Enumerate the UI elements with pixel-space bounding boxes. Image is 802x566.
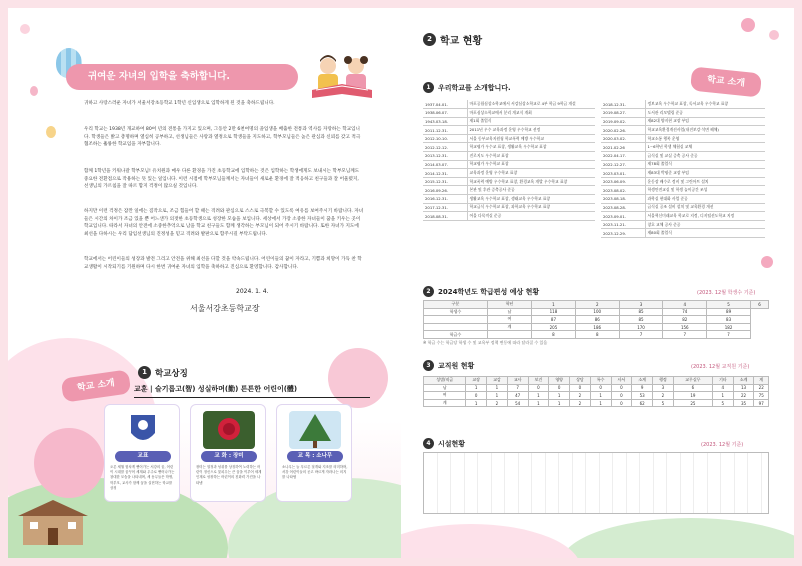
history-row [601,186,765,195]
paragraph-5: 학교에서는 어린이들의 성장과 발전 그리고 안전을 위해 최선을 다할 것을 약속드립니다. 어린이들의 꿈이 자라고, 기쁨과 희망이 가득 찬 학교생활이 시작되기를 기원하며 다시 한번 귀여운 자녀의 입학을 축하하고 진심으로 환영합니다. 감사합니다. [84,257,362,270]
staff-cell: 0 [570,384,591,392]
class-cell: 7 [619,331,663,339]
history-row [423,195,595,204]
history-date: 2023.08.18. [601,195,645,204]
history-event: 학교급식 우수학교 표창, 과학교육 우수학교 표창 [467,203,595,212]
class-cell: 205 [532,323,576,331]
intro-tag: 학교 소개 [61,369,132,402]
history-event: 제78회 졸업식 [645,160,765,169]
history-event: 운동장 배수로 정비 및 그린아트 설치 [645,177,765,186]
staff-header-cell: 보건 [528,377,549,385]
history-event: 마포공립심상소학교에서 서강심상소학교로 4부 학급 9학급 개설 [467,100,595,109]
class-cell: 8 [575,331,619,339]
history-date: 2016.12.31. [423,195,467,204]
class-title: 2 2024학년도 학급편성 예상 현황 [423,286,539,297]
history-table-left [423,100,595,221]
balloon-small-icon [46,126,56,138]
staff-cell: 62 [632,399,653,407]
class-cell: 186 [575,323,619,331]
class-cell: 7 [707,331,751,339]
school-motto: 교훈 | 슬기롭고(智) 성실하며(勤) 튼튼한 어린이(體) [134,384,370,398]
history-table-right [601,100,765,238]
history-row [423,203,595,212]
history-date: 1943.03.18. [423,117,467,126]
staff-cell: 53 [632,392,653,400]
history-row [423,177,595,186]
history-event: 서울혁신미래교육 학교로 지정, 디지털선도학교 지정 [645,212,765,221]
history-date: 2015.12.31. [423,177,467,186]
rose-image [203,411,255,449]
history-date: 2023.12.29. [601,229,645,238]
class-header-cell: 1 [532,301,576,309]
history-event: 급식실 공조 설비 설치 및 교육환경 개선 [645,203,765,212]
staff-cell: 3 [653,384,674,392]
card-label: 교 화 : 장미 [201,451,257,462]
history-event: 진로지도 우수학교 표창 [467,152,595,161]
history-event: 생활교육 우수학교 표창, 생태교육 우수학교 표창 [467,195,595,204]
history-event: 제82대 양지현 교장 부임 [645,117,765,126]
staff-header-cell: 상담 [570,377,591,385]
staff-header-cell: 교장 [466,377,487,385]
history-date: 2019.08.27. [601,109,645,118]
staff-cell: 2 [653,392,674,400]
history-event: 제83대 박평준 교장 부임 [645,169,765,178]
paragraph-4: 하지만 이런 걱정은 잠깐 일에는 짐작으로, 조금 힘들어 할 때는 격려와 관심으로 스스로 극복할 수 있도록 여유를 보여주시기 바랍니다. 자녀들은 시간의 차이가 조금 있을 뿐 어느샌가 의젓한 초등학생으로 성장한 모습을 보입니다. 세상에서 가장 소중한 자녀들이 꿈을 키우는 곳이 학교입니다. 따라서 자녀의 안전에 소중한추억으로 남을 학교 친구들도 함께 생각하는 부모님이 되어 주시기 바랍니다. 또한 자녀가 지도에 최선을 다하시는 우리 담임선생님의 진정성을 믿고 격려와 발판으로 함주시길 부탁드립니다. [84,209,364,237]
class-header-row [424,301,769,309]
history-row [423,126,595,135]
history-event: 창호 교체 공사 준공 [645,220,765,229]
staff-cell: 계 [424,399,466,407]
emblem-image [117,411,169,449]
staff-cell: 6 [673,384,712,392]
history-row [423,134,595,143]
history-row [423,117,595,126]
history-date: 2018.08.31. [423,212,467,221]
staff-cell: 1 [549,399,570,407]
class-cell: 85 [619,308,663,316]
staff-cell: 54 [507,399,528,407]
flower-icon [761,256,773,268]
history-event: 마포심상소학교에서 분리 개교식 개최 [467,109,595,118]
flower-icon [20,24,30,34]
letter-date: 2024. 1. 4. [236,288,269,295]
history-row [423,109,595,118]
class-header-cell: 6 [750,301,768,309]
reading-children-icon [308,52,378,102]
history-event: 서울 동부교육지원청 학교폭력 예방 우수학교 [467,134,595,143]
staff-header-row [424,377,769,385]
staff-cell: 1 [549,392,570,400]
history-date: 2018.12.31. [601,100,645,109]
card-desc: 오른 세월 힘차게 뻗어가는 서강의 꿈, 어린이 시대를 꿈꾸어 세계와 우주로 뻗어나가는 창대한 모습을 나타내며, 세 동무들은 학생, 학부모, 교사가 함께 꿈을 실현하는 학교를 상징 [110,465,175,490]
history-event: 학교소통 행복 운영 [645,134,765,143]
staff-cell: 75 [754,392,769,400]
history-date: 2023.03.01. [601,169,645,178]
class-cell: 82 [663,316,707,324]
class-cell: 118 [532,308,576,316]
staff-cell: 1 [712,392,733,400]
history-date: 1937.04.01. [423,100,467,109]
history-row [601,100,765,109]
staff-cell: 0 [611,384,632,392]
staff-cell: 22 [754,384,769,392]
class-cell: 8 [532,331,576,339]
welcome-banner: 귀여운 자녀의 입학을 축하합니다. [66,64,298,90]
class-cell: 100 [575,308,619,316]
class-row [424,323,769,331]
pink-cloud-decoration [401,524,581,558]
staff-cell: 1 [590,399,611,407]
history-date: 2023.06.09. [601,177,645,186]
left-page [8,8,401,558]
history-row [601,212,765,221]
facility-note: (2023. 12월 기준) [701,442,744,448]
history-date: 2016.09.26. [423,186,467,195]
class-cell: 156 [663,323,707,331]
history-row [423,186,595,195]
card-desc: 소나무는 늘 푸르른 절개와 지조를 의미하며, 서강 어린이들의 곧고 바르게 자라나는 의지를 나타냄 [282,465,348,480]
right-page [401,8,794,558]
staff-cell: 19 [673,392,712,400]
facility-table [423,452,769,514]
staff-header-cell: 소계 [632,377,653,385]
history-date: 2023.09.01. [601,212,645,221]
intro-tag: 학교 소개 [690,66,762,97]
history-event: 급식실 및 교실 증축 공사 준공 [645,152,765,161]
pine-image [289,411,341,449]
class-note: (2023. 12월 학생수 기준) [697,290,756,296]
class-cell: 학생수 [424,308,488,316]
staff-header-cell: 행정 [653,377,674,385]
class-cell: 89 [707,308,751,316]
card-emblem [104,404,180,502]
history-date: 2012.10.10. [423,134,467,143]
history-row [423,169,595,178]
staff-cell: 0 [590,384,611,392]
staff-cell: 4 [712,384,733,392]
history-row [601,117,765,126]
history-date: 2019.09.02. [601,117,645,126]
staff-cell: 0 [549,384,570,392]
staff-header-cell: 사서 [611,377,632,385]
green-hill-decoration [561,518,794,558]
history-date: 2017.12.31. [423,203,467,212]
pine-tree-icon [289,411,341,449]
history-date: 2020.03.02. [601,134,645,143]
history-date: 2011.12.31. [423,126,467,135]
class-cell [424,316,488,324]
history-event: 교육과정 운영 우수학교 표창 [467,169,595,178]
history-date: 2014.12.31. [423,169,467,178]
staff-cell: 2 [570,399,591,407]
history-row [601,160,765,169]
staff-cell: 남 [424,384,466,392]
flower-icon [769,30,779,40]
cherry-tree-decoration [328,348,388,408]
class-cell: 170 [619,323,663,331]
history-event: 학교평가 우수학교 표창 [467,160,595,169]
section-number-icon: 4 [423,438,434,449]
section-number-icon: 3 [423,360,434,371]
history-row [601,152,765,161]
class-header-cell: 5 [707,301,751,309]
history-event: 1~6학년 학생 체험실 교체 [645,143,765,152]
history-title: 1 우리학교를 소개합니다. [423,82,511,93]
card-label: 교 목 : 소나무 [287,451,343,462]
staff-table [423,376,769,407]
class-header-cell: 구분 [424,301,488,309]
history-date: 1938.06.07. [423,109,467,118]
staff-cell: 1 [528,392,549,400]
history-event: 도서관 리모델링 준공 [645,109,765,118]
history-date: 2023.11.21. [601,220,645,229]
card-rose [190,404,266,502]
history-event: 학교교육환경개선사업(내진보강·석면 해체) [645,126,765,135]
facility-title: 4 시설현황 [423,438,465,449]
history-date: 2022.12.27. [601,160,645,169]
staff-row [424,399,769,407]
class-cell: 87 [532,316,576,324]
history-event: 제1회 졸업식 [467,117,595,126]
section-number-icon: 2 [423,286,434,297]
cherry-tree-decoration [34,428,104,498]
class-row [424,316,769,324]
flower-icon [741,18,755,32]
paragraph-3: 함께 1학년을 키워나갈 학부모님! 유치원과 매우 다른 환경을 가진 초등학교에 입학하는 것은 입학하는 학생에게도 보내시는 학부모님께도 중요한 전환점으로 작용하는 뜻 있는 일입니다. 이런 시점에 학부모님들께서는 자녀들이 새로운 환경에 잘 적응하고 친구들과 잘 어울렸지, 선생님의 가르침을 잘 따르 함지 걱정이 많으실 것입니다. [84,169,360,190]
class-cell: 여 [487,316,531,324]
staff-header-cell: 특수 [590,377,611,385]
history-event: 제80회 졸업식 [645,229,765,238]
class-cell: 남 [487,308,531,316]
history-event: 과학실 현대화 사업 준공 [645,195,765,204]
section-number-icon: 2 [423,33,436,46]
class-table [423,300,769,339]
class-cell: 182 [707,323,751,331]
staff-cell: 22 [733,392,754,400]
card-label: 교표 [115,451,171,462]
staff-row [424,384,769,392]
history-row [601,143,765,152]
class-cell: 74 [663,308,707,316]
balloon-small-icon [30,86,38,96]
history-row [601,126,765,135]
staff-cell: 47 [507,392,528,400]
section-number-icon: 1 [423,82,434,93]
school-symbol-title: 1 학교상징 [138,366,188,379]
class-header-cell: 2 [575,301,619,309]
rose-icon [203,411,255,449]
paragraph-2: 우리 학교는 1938년 개교하여 80여 년의 전통을 가지고 있으며, 그동안 2만 6천여명의 졸업생을 배출한 전통과 역사를 자랑하는 학교입니다. 학생들은 밝고 총명하며 열심히 공부하고, 선생님들은 사랑과 열정으로 학생들을 지도하고, 학부모님들은 높은 관심과 신뢰를 갖고 적극 협조하는 훌륭한 학교임을 자부합니다. [84,127,361,148]
history-date: 2023.08.02. [601,186,645,195]
class-cell: 계 [487,323,531,331]
staff-header-cell: 교무실무 [673,377,712,385]
class-header-cell: 학년 [487,301,531,309]
staff-cell: 25 [673,399,712,407]
staff-cell: 1 [487,384,508,392]
staff-row [424,392,769,400]
class-cell: 학급수 [424,331,488,339]
history-row [423,212,595,221]
history-row [423,143,595,152]
staff-cell: 2 [570,392,591,400]
staff-cell: 13 [733,384,754,392]
class-row [424,331,769,339]
staff-cell: 5 [712,399,733,407]
class-cell: 7 [663,331,707,339]
staff-cell: 97 [754,399,769,407]
history-date: 2012.12.12. [423,143,467,152]
staff-cell: 7 [507,384,528,392]
staff-cell: 0 [528,384,549,392]
staff-cell: 0 [611,392,632,400]
staff-title: 3 교직원 현황 [423,360,474,371]
history-row [601,195,765,204]
class-cell [487,331,531,339]
staff-cell: 5 [653,399,674,407]
history-date: 2020.02.26. [601,126,645,135]
history-row [601,177,765,186]
history-date: 2014.03.07. [423,160,467,169]
staff-cell: 0 [466,392,487,400]
class-header-cell: 3 [619,301,663,309]
card-pine [276,404,352,502]
class-cell: 86 [575,316,619,324]
staff-header-cell: 소계 [733,377,754,385]
emblem-icon [117,411,169,449]
class-cell [424,323,488,331]
school-building-icon [18,500,88,545]
staff-cell: 1 [466,399,487,407]
staff-cell: 9 [632,384,653,392]
class-cell: 83 [707,316,751,324]
staff-header-cell: 성별/직급 [424,377,466,385]
staff-cell: 35 [733,399,754,407]
staff-cell: 1 [487,392,508,400]
history-event: 학교폭력 예방 우수학교 표창, 환경교육 개발 우수학교 표창 [467,177,595,186]
paragraph-1: 귀하고 사랑스러운 자녀가 서울서강초등학교 1학년 신입생으로 입학하게 된 것을 축하드립니다. [84,101,275,106]
history-date: 2022.04.17. [601,152,645,161]
history-event: 어울 다목적실 준공 [467,212,595,221]
history-date: 2023.08.28. [601,203,645,212]
card-desc: 장미는 열정과 성취를 상징하여 노력하는 어린이 정신으로 꽃피우는 큰 꿈을 이루어 세계 인재로 성장하는 어린이의 친화력 가진을 나타냄 [196,465,262,485]
staff-header-cell: 계 [754,377,769,385]
history-row [601,220,765,229]
staff-cell: 0 [611,399,632,407]
section-number-icon: 1 [138,366,151,379]
staff-header-cell: 교감 [487,377,508,385]
staff-header-cell: 영양 [549,377,570,385]
staff-cell: 1 [466,384,487,392]
history-row [423,152,595,161]
staff-note: (2023. 12월 교직원 기준) [691,364,750,370]
history-row [601,169,765,178]
class-row [424,308,769,316]
staff-header-cell: 교사 [507,377,528,385]
history-row [601,203,765,212]
class-cell: 85 [619,316,663,324]
history-event: 학교평가 우수교 표창, 생활교육 우수학교 표창 [467,143,595,152]
class-header-cell: 4 [663,301,707,309]
history-row [423,160,595,169]
class-footnote: ※ 학급 수는 학급당 학생 수 및 교육부 정책 변동에 따라 달라질 수 있음 [423,340,548,345]
history-date: 2021.02.26 [601,143,645,152]
history-event: 정보교육 우수학교 표창, 독서교육 우수학교 표창 [645,100,765,109]
history-event: 본관 및 후관 증축공사 준공 [467,186,595,195]
history-event: 학생안전교실 및 학생 놀이공간 조성 [645,186,765,195]
history-event: 2011년 우수 교육과정 운영 우수학교 선정 [467,126,595,135]
history-row [423,100,595,109]
history-row [601,229,765,238]
history-row [601,109,765,118]
staff-header-cell: 기타 [712,377,733,385]
principal-signature: 서울서강초등학교장 [190,304,260,313]
staff-cell: 1 [590,392,611,400]
staff-cell: 여 [424,392,466,400]
history-date: 2013.12.31. [423,152,467,161]
staff-cell: 1 [528,399,549,407]
history-row [601,134,765,143]
status-title: 2 학교 현황 [423,32,482,47]
staff-cell: 2 [487,399,508,407]
